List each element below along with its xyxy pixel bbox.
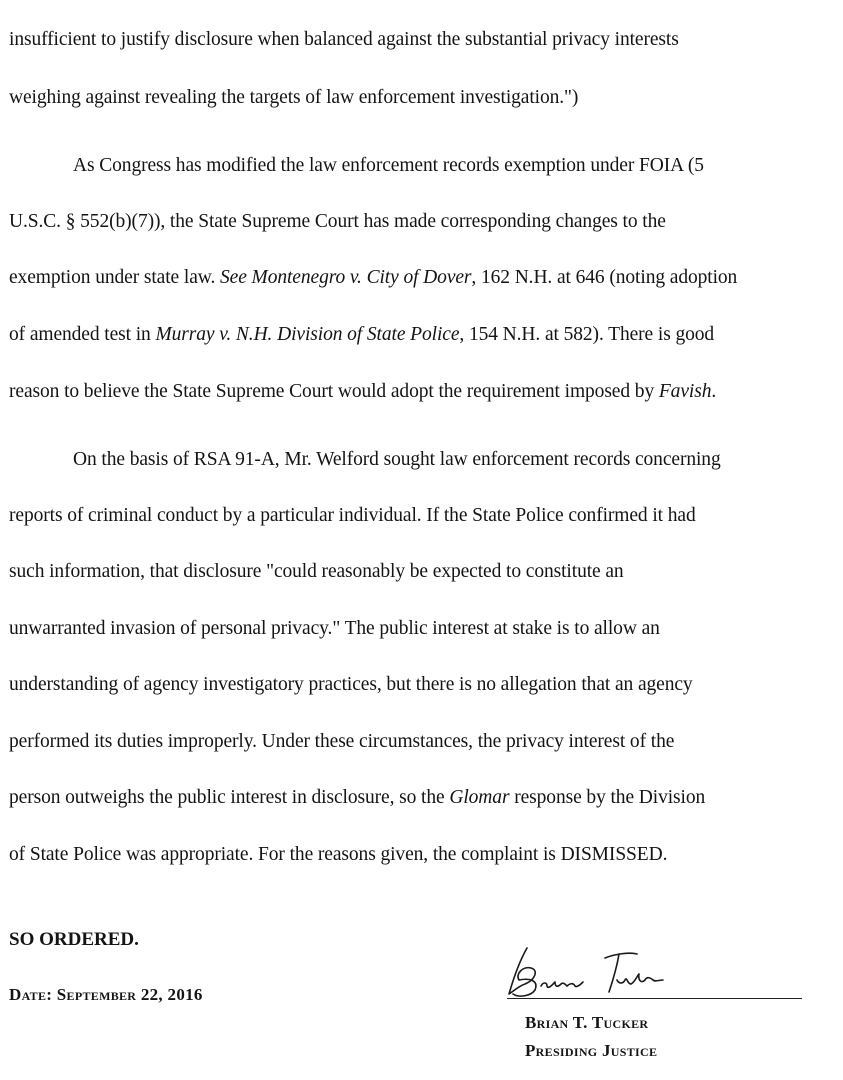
body-line: [9, 28, 679, 52]
body-line: [9, 673, 693, 697]
body-line: [9, 504, 696, 528]
body-text: reports of criminal conduct by a particular individual. If the State Police confirmed it had: [9, 505, 696, 526]
signature-line: [507, 998, 802, 999]
body-text: reason to believe the State Supreme Court would adopt the requirement imposed by: [9, 381, 659, 402]
body-line: [9, 786, 705, 810]
body-text: person outweighs the public interest in disclosure, so the: [9, 787, 450, 808]
body-text: unwarranted invasion of personal privacy." The public interest at stake is to allow an: [9, 618, 660, 639]
body-line: [9, 730, 674, 754]
body-line: [9, 86, 578, 110]
body-line: [9, 617, 660, 641]
body-text: .: [711, 381, 717, 402]
body-text: of State Police was appropriate. For the reasons given, the complaint is DISMISSED.: [9, 844, 668, 865]
body-text: U.S.C. § 552(b)(7)), the State Supreme Court has made corresponding changes to the: [9, 211, 666, 232]
body-line: [9, 560, 624, 584]
so-ordered-heading: SO ORDERED.: [9, 929, 139, 950]
body-text: response by the Division: [509, 787, 706, 808]
case-citation: Glomar: [449, 787, 510, 808]
body-line: [9, 323, 714, 347]
body-text: On the basis of RSA 91-A, Mr. Welford sought law enforcement records concerning: [73, 449, 721, 470]
case-citation: Murray v. N.H. Division of State Police: [155, 324, 460, 345]
body-text: of amended test in: [9, 324, 156, 345]
judge-title: Presiding Justice: [525, 1041, 658, 1060]
case-citation: See Montenegro v. City of Dover: [220, 267, 472, 288]
body-line: [9, 210, 666, 234]
body-text: understanding of agency investigatory practices, but there is no allegation that an agency: [9, 674, 693, 695]
body-text: such information, that disclosure "could reasonably be expected to constitute an: [9, 561, 624, 582]
body-line: [9, 843, 667, 867]
body-text: , 154 N.H. at 582). There is good: [459, 324, 715, 345]
body-text: insufficient to justify disclosure when balanced against the substantial privacy interests: [9, 29, 679, 50]
judge-name: Brian T. Tucker: [525, 1013, 649, 1032]
body-text: As Congress has modified the law enforcement records exemption under FOIA (5: [73, 155, 704, 176]
body-text: , 162 N.H. at 646 (noting adoption: [471, 267, 738, 288]
body-line: [73, 448, 721, 472]
body-text: weighing against revealing the targets of law enforcement investigation."): [9, 87, 579, 108]
handwritten-signature: [505, 940, 675, 1005]
body-line: [73, 154, 704, 178]
body-text: exemption under state law.: [9, 267, 221, 288]
body-text: performed its duties improperly. Under these circumstances, the privacy interest of the: [9, 731, 675, 752]
order-date: Date: September 22, 2016: [9, 985, 203, 1004]
case-citation: Favish: [658, 381, 712, 402]
body-line: [9, 380, 716, 404]
body-line: [9, 266, 737, 290]
